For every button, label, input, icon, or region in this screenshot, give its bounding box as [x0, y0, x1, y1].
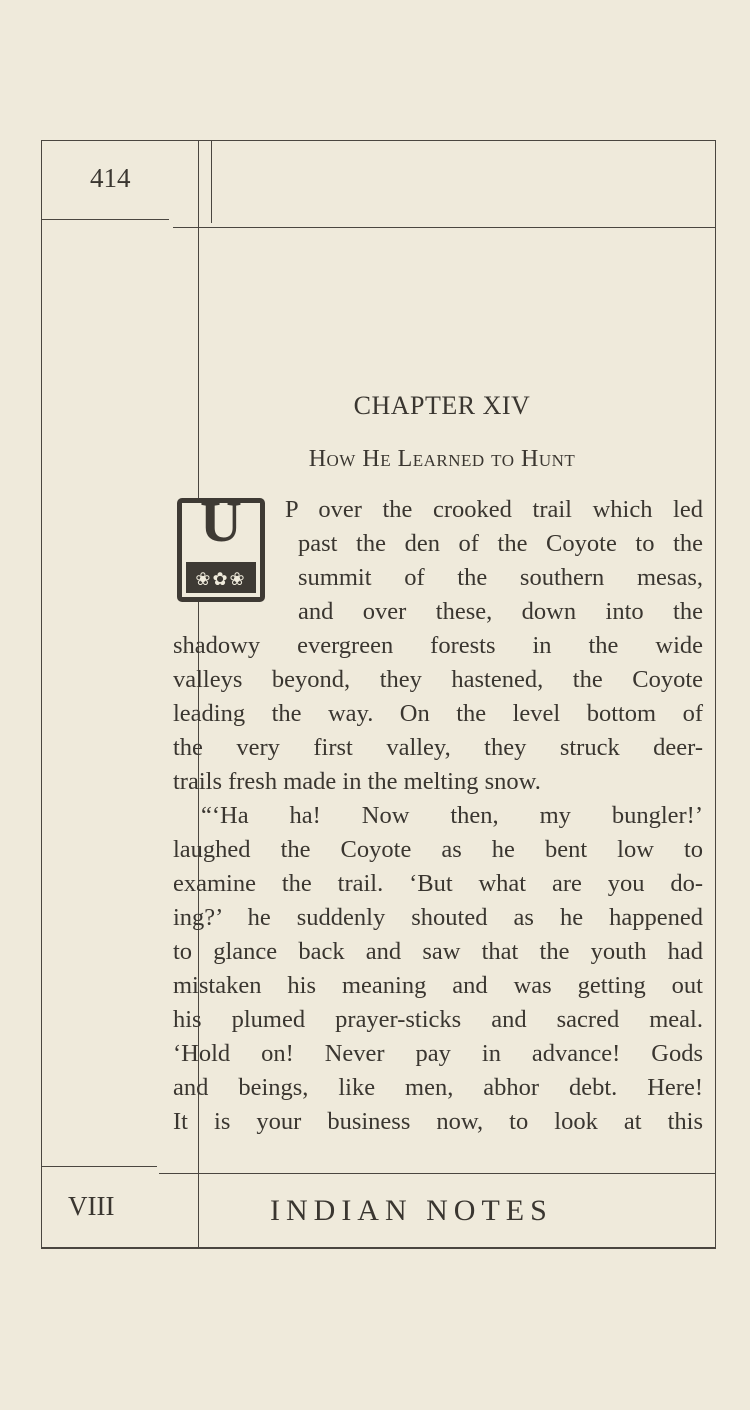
text-line: examine the trail. ‘But what are you do- [173, 870, 703, 897]
text-line: trails fresh made in the melting snow. [173, 768, 541, 795]
text-line: mistaken his meaning and was getting out [173, 972, 703, 999]
text-line: P over the crooked trail which led [285, 496, 703, 523]
chapter-heading: CHAPTER XIV [353, 391, 531, 420]
text-line: the very first valley, they struck deer- [173, 734, 703, 761]
text-line: laughed the Coyote as he bent low to [173, 836, 703, 863]
text-line: “‘Ha ha! Now then, my bungler!’ [201, 802, 703, 829]
text-line: ‘Hold on! Never pay in advance! Gods [173, 1040, 703, 1067]
header-rule-right [173, 227, 715, 228]
drop-cap [177, 489, 265, 602]
text-line: valleys beyond, they hastened, the Coyote [173, 666, 703, 693]
footer-rule-right [159, 1173, 715, 1174]
text-line: his plumed prayer-sticks and sacred meal. [173, 1006, 703, 1033]
text-line: past the den of the Coyote to the [298, 530, 703, 557]
header-divider [211, 141, 212, 223]
text-line: summit of the southern mesas, [298, 564, 703, 591]
text-line: It is your business now, to look at this [173, 1108, 703, 1135]
volume-number: VIII [68, 1191, 115, 1221]
text-line: to glance back and saw that the youth had [173, 938, 703, 965]
footer-rule-left [42, 1166, 157, 1167]
text-line: ing?’ he suddenly shouted as he happened [173, 904, 703, 931]
text-line: and over these, down into the [298, 598, 703, 625]
chapter-title: How He Learned to Hunt [308, 446, 576, 472]
text-line: and beings, like men, abhor debt. Here! [173, 1074, 703, 1101]
page-frame [41, 140, 716, 1249]
header-rule-left [42, 219, 169, 220]
page-number: 414 [90, 163, 131, 193]
floral-ornament-icon: ❀✿❀ [186, 562, 256, 593]
running-title: INDIAN NOTES [270, 1194, 553, 1227]
body-text [173, 489, 703, 1139]
drop-cap-letter: U [200, 489, 242, 554]
text-line: leading the way. On the level bottom of [173, 700, 703, 727]
text-line: shadowy evergreen forests in the wide [173, 632, 703, 659]
